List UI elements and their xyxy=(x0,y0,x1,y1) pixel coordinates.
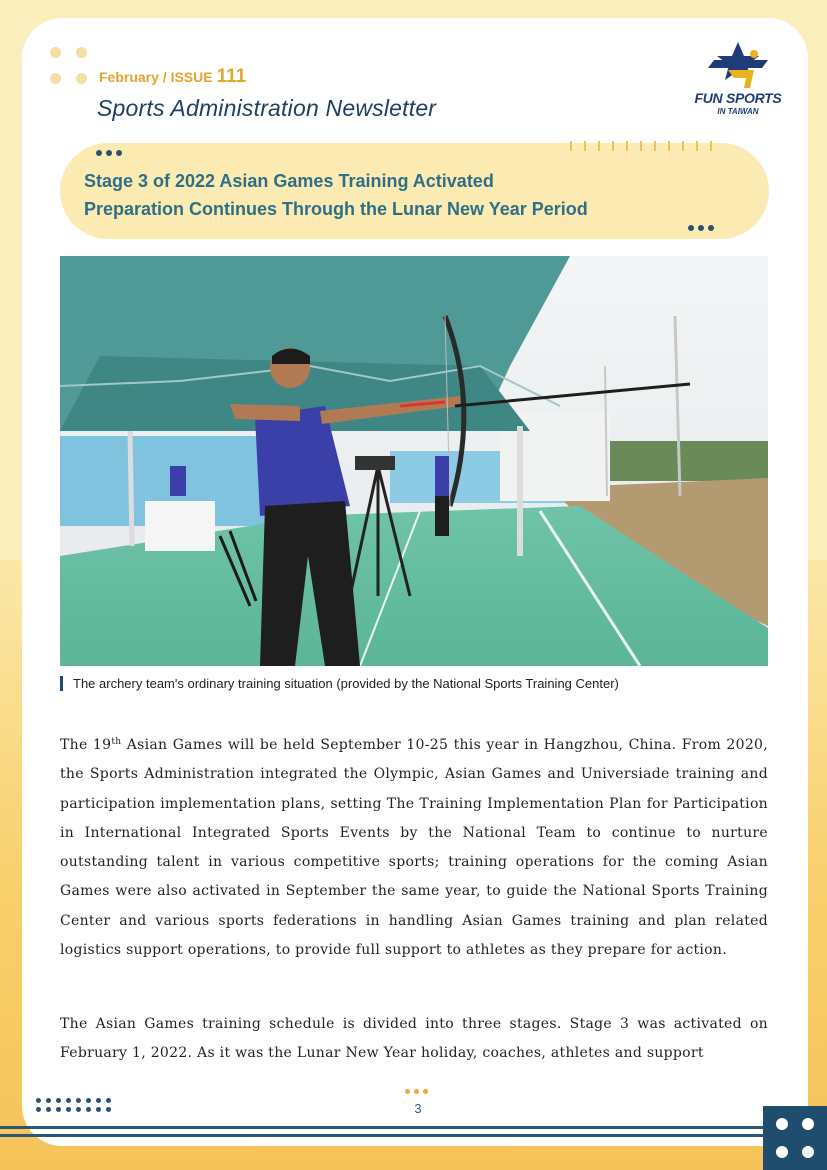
headline-line-2: Preparation Continues Through the Lunar New Year Period xyxy=(84,199,588,219)
decorative-dots xyxy=(96,150,122,156)
decorative-ticks xyxy=(570,141,718,151)
decorative-dots xyxy=(688,225,714,231)
article-headline xyxy=(84,167,724,223)
archery-training-photo xyxy=(60,256,768,666)
issue-label xyxy=(99,66,246,88)
footer-divider xyxy=(0,1126,763,1129)
headline-line-1: Stage 3 of 2022 Asian Games Training Activated xyxy=(84,171,494,191)
decorative-dots xyxy=(36,1098,112,1114)
logo-subtext: IN TAIWAN xyxy=(717,107,759,116)
logo-text: FUN SPORTS xyxy=(694,90,782,106)
paragraph-text: The 19 xyxy=(60,737,112,753)
paragraph-text: Asian Games will be held September 10-25 this year in Hangzhou, China. From 2020, the Sports Administration integrated the Olympic, Asian Games and Universiade training and participation implementation plans, setting The Training Implementation Plan for Participation in International Integrated Sports Events by the National Team to continue to nurture outstanding talent in various competitive sports; training operations for the coming Asian Games were also activated in September the same year, to guide the National Sports Training Center and various sports federations in handling Asian Games training and plan related logistics support operations, to provide full support to athletes as they prepare for action. xyxy=(60,737,768,959)
article-paragraph-1 xyxy=(60,731,768,965)
star-athlete-logo-icon xyxy=(684,40,792,92)
newsletter-title: Sports Administration Newsletter xyxy=(97,95,437,121)
corner-decoration xyxy=(763,1106,827,1170)
issue-month: February / ISSUE xyxy=(99,69,213,85)
issue-number: 111 xyxy=(216,66,247,87)
fun-sports-logo xyxy=(684,40,792,122)
article-paragraph-2: The Asian Games training schedule is divided into three stages. Stage 3 was activated on February 1, 2022. As it was the Lunar New Year holiday, coaches, athletes and support xyxy=(60,1016,768,1062)
footer-divider xyxy=(0,1134,763,1137)
page-number: 3 xyxy=(414,1101,422,1116)
ordinal-suffix: th xyxy=(111,737,122,747)
decorative-dots xyxy=(50,47,90,87)
decorative-dots xyxy=(405,1089,428,1094)
photo-caption: The archery team's ordinary training situation (provided by the National Sports Training Center) xyxy=(60,676,768,691)
